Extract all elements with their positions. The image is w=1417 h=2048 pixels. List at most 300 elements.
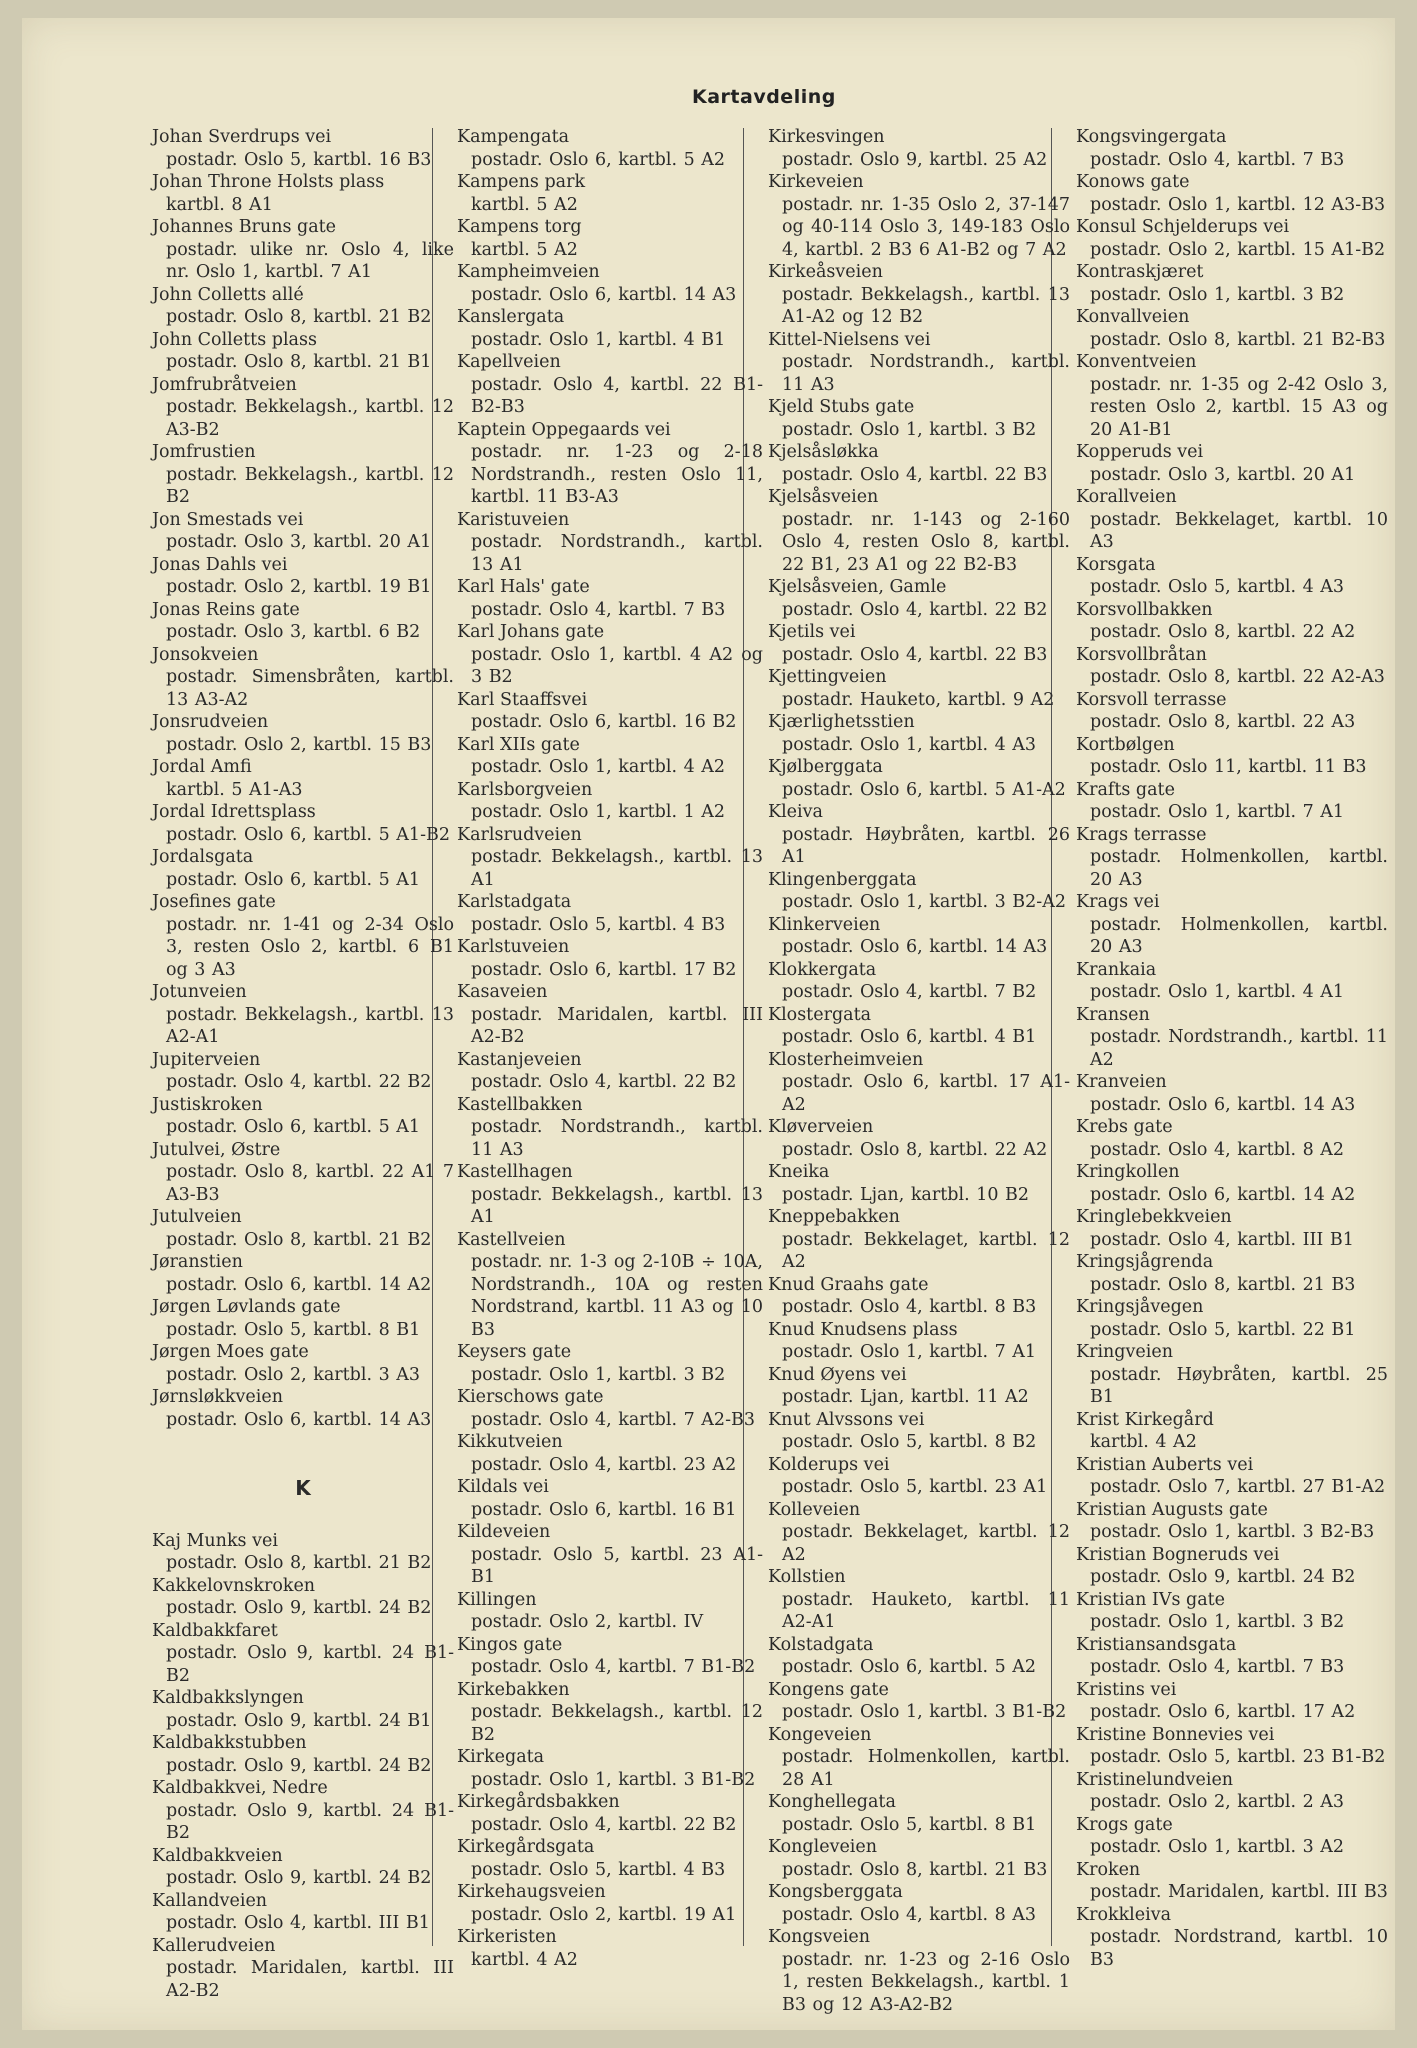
street-name: Kolleveien [768,1499,861,1520]
street-entry [457,1161,763,1229]
street-entry [1076,486,1388,554]
street-detail: postadr. Holmenkollen, kartbl. 20 A3 [1090,914,1388,957]
street-name: Kaldbakkfaret [152,1620,278,1641]
street-entry [457,1431,763,1476]
street-name: Kneppebakken [768,1207,900,1227]
street-name: Kirkeveien [768,172,864,192]
street-detail: postadr. Oslo 11, kartbl. 11 B3 [1090,757,1367,777]
street-name: Konventveien [1076,352,1197,372]
street-detail: postadr. Oslo 6, kartbl. 14 A2 [1090,1184,1356,1205]
street-detail: postadr. Oslo 8, kartbl. 22 A3 [1090,712,1356,732]
street-entry [152,756,454,801]
street-detail: postadr. Oslo 5, kartbl. 8 B1 [782,1814,1037,1835]
street-entry [457,824,763,892]
street-detail: postadr. Bekkelaget, kartbl. 12 A2 [782,1522,1070,1565]
street-detail: postadr. Oslo 4, kartbl. 7 B2 [782,982,1037,1002]
street-entry [457,1341,763,1386]
street-detail: postadr. Oslo 1, kartbl. 3 B2-B3 [1090,1522,1375,1542]
street-name: Jotunveien [152,982,247,1002]
street-detail: postadr. Oslo 4, kartbl. 7 B1-B2 [471,1657,756,1677]
street-entry [457,419,763,509]
street-name: Karlsborgveien [457,779,593,800]
street-name: Kristian Augusts gate [1076,1499,1268,1520]
street-entry [457,1836,763,1881]
street-detail: postadr. Oslo 1, kartbl. 4 A2 og 3 B2 [471,644,763,687]
street-detail: postadr. ulike nr. Oslo 4, like nr. Oslo 1, kartbl. 7 A1 [166,239,454,282]
street-name: Kingos gate [457,1634,563,1655]
street-detail: postadr. Oslo 6, kartbl. 17 A2 [1090,1702,1356,1722]
street-name: Krankaia [1076,959,1157,980]
street-name: Kaptein Oppegaards vei [457,419,671,440]
street-entry [1076,1296,1388,1341]
street-detail: postadr. Bekkelagsh., kartbl. 13 A2-A1 [166,1004,454,1047]
street-detail: postadr. Oslo 6, kartbl. 4 B1 [782,1027,1037,1047]
street-name: Jutulveien [152,1207,242,1227]
street-entry [1076,1004,1388,1072]
street-entry [152,329,454,374]
street-entry [152,1296,454,1341]
street-name: Jordalsgata [152,847,254,867]
street-name: Kasaveien [457,982,548,1002]
street-name: Krebs gate [1076,1117,1173,1137]
street-name: Kristian Bogneruds vei [1076,1544,1280,1565]
street-name: Kneika [768,1162,830,1182]
street-name: Jomfrustien [152,442,256,462]
street-entry [1076,1454,1388,1499]
street-name: Klingenberggata [768,869,917,890]
street-entry [1076,1409,1388,1454]
street-entry [152,1732,454,1777]
street-entry [768,756,1070,801]
street-entry [152,1575,454,1620]
street-entry [1076,1161,1388,1206]
street-detail: postadr. Oslo 6, kartbl. 17 B2 [471,959,737,980]
street-detail: postadr. Oslo 6, kartbl. 14 A3 [1090,1094,1356,1115]
street-detail: postadr. nr. 1-41 og 2-34 Oslo 3, resten Oslo 2, kartbl. 6 B1 og 3 A3 [166,914,454,980]
street-detail: postadr. Nordstrand, kartbl. 10 B3 [1090,1927,1388,1970]
street-name: Jutulvei, Østre [152,1139,281,1160]
street-detail: postadr. Bekkelagsh., kartbl. 13 A1 [471,847,763,890]
street-name: Kaldbakkvei, Nedre [152,1778,328,1798]
street-entry [457,891,763,936]
street-detail: postadr. Maridalen, kartbl. III B3 [1090,1882,1388,1902]
street-detail: postadr. Oslo 2, kartbl. 3 A3 [166,1364,421,1385]
street-detail: postadr. Oslo 1, kartbl. 7 A1 [782,1342,1037,1362]
street-name: Krokkleiva [1076,1904,1172,1925]
street-entry [457,1094,763,1162]
street-entry [768,1791,1070,1836]
street-name: Konows gate [1076,172,1190,192]
street-entry [152,1206,454,1251]
street-name: Kongsveien [768,1927,871,1947]
street-detail: postadr. Oslo 1, kartbl. 4 A2 [471,757,726,777]
street-entry [768,1634,1070,1679]
street-entry [152,891,454,981]
street-detail: postadr. Høybråten, kartbl. 26 A1 [782,824,1070,867]
street-detail: postadr. Bekkelagsh., kartbl. 13 A1 [471,1184,763,1227]
street-name: Kjelsåsløkka [768,442,879,462]
street-name: Kransen [1076,1004,1150,1025]
street-detail: postadr. nr. 1-143 og 2-160 Oslo 4, resten Oslo 8, kartbl. 22 B1, 23 A1 og 22 B2-B3 [782,509,1070,575]
street-detail: postadr. Nordstrandh., kartbl. 13 A1 [471,532,763,575]
street-entry [1076,1859,1388,1904]
street-detail: postadr. Oslo 8, kartbl. 21 B3 [1090,1274,1356,1295]
street-entry [768,711,1070,756]
street-name: Kirkesvingen [768,127,885,147]
street-name: Korsgata [1076,554,1156,575]
street-detail: postadr. Oslo 3, kartbl. 6 B2 [166,622,421,642]
street-detail: postadr. Holmenkollen, kartbl. 28 A1 [782,1747,1070,1790]
street-detail: postadr. Oslo 3, kartbl. 20 A1 [166,532,432,552]
column-1 [152,126,454,2002]
street-name: Klostergata [768,1004,872,1025]
street-detail: postadr. Bekkelagsh., kartbl. 13 A1-A2 og 12 B2 [782,284,1070,327]
street-detail: kartbl. 5 A2 [471,239,578,260]
street-detail: postadr. Oslo 8, kartbl. 21 B1 [166,352,432,372]
street-name: Kaj Munks vei [152,1530,278,1551]
street-name: Keysers gate [457,1342,572,1362]
street-name: Kongens gate [768,1679,889,1700]
street-detail: kartbl. 5 A2 [471,194,578,215]
street-name: Kristins vei [1076,1679,1177,1700]
street-entry [768,1049,1070,1117]
street-name: Kastellhagen [457,1162,573,1182]
street-entry [152,644,454,712]
street-name: Kristiansandsgata [1076,1634,1237,1655]
street-name: Kikkutveien [457,1432,563,1452]
street-entry [152,126,454,171]
street-name: Kakkelovnskroken [152,1575,316,1596]
street-name: Kittel-Nielsens vei [768,329,931,350]
street-name: Karlsrudveien [457,824,582,845]
street-entry [1076,171,1388,216]
street-name: Kolderups vei [768,1454,890,1475]
street-entry [152,1777,454,1845]
street-name: Jørnsløkkveien [152,1387,283,1407]
street-name: Kontraskjæret [1076,262,1204,282]
street-entry [457,1881,763,1926]
street-name: Kildals vei [457,1477,549,1497]
street-entry [768,621,1070,666]
street-entry [1076,554,1388,599]
street-entry [1076,1679,1388,1724]
street-entry [457,351,763,419]
street-entry [457,1926,763,1971]
street-detail: postadr. Oslo 9, kartbl. 24 B1-B2 [166,1800,454,1843]
street-entry [1076,306,1388,351]
street-entry [1076,1634,1388,1679]
street-detail: postadr. Oslo 1, kartbl. 3 B1-B2 [782,1702,1067,1722]
street-name: Kampens torg [457,217,582,237]
street-entry [152,1386,454,1431]
street-name: Karl XIIs gate [457,734,580,755]
street-detail: postadr. Oslo 2, kartbl. IV [471,1612,704,1632]
street-name: Kleiva [768,802,823,822]
street-detail: postadr. nr. 1-35 og 2-42 Oslo 3, resten Oslo 2, kartbl. 15 A3 og 20 A1-B1 [1090,374,1388,440]
street-name: Kristine Bonnevies vei [1076,1724,1275,1745]
street-name: Krafts gate [1076,779,1175,800]
column-2 [457,126,763,1971]
street-detail: postadr. Høybråten, kartbl. 25 B1 [1090,1364,1388,1407]
street-name: Kjeld Stubs gate [768,397,915,417]
street-name: Knud Knudsens plass [768,1319,958,1340]
street-entry [768,1274,1070,1319]
street-entry [768,576,1070,621]
street-name: Jonas Dahls vei [152,554,288,575]
street-name: Korsvoll terrasse [1076,689,1227,710]
street-detail: postadr. Oslo 8, kartbl. 21 B3 [782,1859,1048,1880]
street-detail: postadr. Nordstrandh., kartbl. 11 A3 [471,1117,763,1160]
street-name: Karl Hals' gate [457,577,590,597]
street-detail: postadr. nr. 1-3 og 2-10B ÷ 10A, Nordstrandh., 10A og resten Nordstrand, kartbl. 11 A3 og 10 B3 [471,1252,763,1340]
street-entry [457,689,763,734]
street-detail: postadr. Oslo 6, kartbl. 5 A1 [166,1117,421,1137]
street-entry [768,914,1070,959]
street-detail: kartbl. 5 A1-A3 [166,779,303,800]
street-detail: postadr. Nordstrandh., kartbl. 11 A3 [782,352,1070,395]
street-name: Karl Staaffsvei [457,689,588,710]
street-detail: postadr. Oslo 5, kartbl. 23 A1 [782,1477,1048,1497]
street-detail: postadr. Oslo 1, kartbl. 3 B2 [471,1364,726,1385]
street-entry [457,1679,763,1747]
street-entry [1076,1904,1388,1972]
street-name: Kranveien [1076,1072,1167,1092]
street-entry [768,261,1070,329]
street-entry [1076,216,1388,261]
street-entry [457,261,763,306]
street-detail: postadr. Oslo 9, kartbl. 24 B1-B2 [166,1643,454,1686]
street-name: Kampens park [457,172,586,192]
column-4 [1076,126,1388,1971]
street-name: Kjettingveien [768,667,887,687]
street-detail: postadr. Oslo 4, kartbl. 8 B3 [782,1297,1037,1317]
street-detail: postadr. Oslo 6, kartbl. 5 A1-A2 [782,779,1066,800]
street-entry [768,1926,1070,2016]
street-name: John Colletts allé [152,284,304,305]
street-name: Jon Smestads vei [152,509,304,530]
street-name: Kongleveien [768,1837,878,1857]
street-detail: postadr. Oslo 4, kartbl. 22 B3 [782,464,1048,485]
street-detail: postadr. Ljan, kartbl. 10 B2 [782,1184,1030,1205]
street-name: Konsul Schjelderups vei [1076,217,1290,237]
street-entry [152,171,454,216]
street-detail: postadr. Oslo 4, kartbl. 23 A2 [471,1454,737,1475]
street-detail: postadr. Bekkelagsh., kartbl. 12 A3-B2 [166,397,454,440]
street-name: Kallandveien [152,1890,268,1911]
street-entry [152,711,454,756]
street-name: Konghellegata [768,1792,896,1812]
street-entry [152,1139,454,1207]
street-detail: postadr. Hauketo, kartbl. 9 A2 [782,689,1055,710]
street-name: Kopperuds vei [1076,442,1204,462]
street-detail: postadr. Simensbråten, kartbl. 13 A3-A2 [166,667,454,710]
street-name: Kampengata [457,127,570,147]
street-entry [768,126,1070,171]
street-entry [457,1634,763,1679]
street-name: Knud Graahs gate [768,1274,929,1295]
street-entry [1076,779,1388,824]
street-detail: postadr. Oslo 8, kartbl. 21 B2 [166,307,432,327]
street-name: Karlstadgata [457,892,572,912]
street-name: Kampheimveien [457,262,600,282]
street-name: Kringveien [1076,1342,1173,1362]
street-detail: postadr. Oslo 5, kartbl. 22 B1 [1090,1319,1356,1340]
street-name: Kirkeåsveien [768,262,883,282]
street-entry [1076,1769,1388,1814]
street-name: Knud Øyens vei [768,1364,907,1385]
street-entry [152,284,454,329]
street-entry [152,1890,454,1935]
street-name: Kirkegata [457,1747,545,1767]
street-entry [768,1499,1070,1567]
street-entry [768,441,1070,486]
street-entry [768,1161,1070,1206]
street-detail: postadr. Oslo 1, kartbl. 3 A2 [1090,1837,1345,1857]
street-detail: postadr. Hauketo, kartbl. 11 A2-A1 [782,1589,1070,1632]
street-detail: postadr. Oslo 1, kartbl. 1 A2 [471,802,726,822]
street-entry [768,171,1070,261]
street-name: Jøranstien [152,1252,243,1272]
street-name: Jomfrubråtveien [152,374,297,395]
street-detail: postadr. Oslo 4, kartbl. 22 B2 [471,1072,737,1092]
street-name: Jordal Amfi [152,757,252,777]
street-name: Kierschows gate [457,1387,604,1407]
street-entry [457,936,763,981]
street-entry [152,554,454,599]
street-detail: postadr. Oslo 5, kartbl. 8 B2 [782,1432,1037,1452]
street-detail: postadr. Oslo 4, kartbl. 22 B2 [471,1814,737,1835]
street-name: Kjelsåsveien [768,487,879,507]
street-detail: postadr. Oslo 6, kartbl. 14 A2 [166,1274,432,1295]
street-detail: postadr. Oslo 4, kartbl. III B1 [166,1913,430,1933]
street-name: Klokkergata [768,959,877,980]
street-name: Karlstuveien [457,937,570,957]
street-detail: postadr. Oslo 4, kartbl. 7 B3 [1090,1657,1345,1677]
street-entry [152,216,454,284]
directory-page [22,18,1395,2030]
street-detail: postadr. Oslo 4, kartbl. 8 A3 [782,1904,1037,1925]
street-entry [457,1521,763,1589]
street-entry [768,1566,1070,1634]
street-entry [1076,1814,1388,1859]
street-entry [152,1620,454,1688]
street-detail: postadr. Nordstrandh., kartbl. 11 A2 [1090,1027,1388,1070]
street-detail: postadr. Oslo 5, kartbl. 23 B1-B2 [1090,1747,1386,1767]
street-entry [457,1229,763,1342]
street-detail: postadr. Oslo 6, kartbl. 17 A1-A2 [782,1072,1070,1115]
street-entry [1076,959,1388,1004]
street-detail: postadr. Oslo 1, kartbl. 3 B2 [782,419,1037,440]
street-name: Kroken [1076,1859,1141,1880]
street-detail: postadr. Oslo 4, kartbl. III B1 [1090,1229,1354,1250]
street-detail: postadr. Oslo 1, kartbl. 3 B2 [1090,1612,1345,1632]
street-entry [768,1409,1070,1454]
street-detail: postadr. Ljan, kartbl. 11 A2 [782,1387,1029,1407]
street-detail: postadr. Oslo 9, kartbl. 24 B2 [166,1868,432,1888]
street-entry [768,1116,1070,1161]
street-detail: postadr. Oslo 8, kartbl. 22 A2 [782,1139,1048,1160]
street-detail: postadr. nr. 1-23 og 2-18 Nordstrandh., resten Oslo 11, kartbl. 11 B3-A3 [471,442,763,507]
street-entry [152,599,454,644]
street-detail: postadr. Oslo 1, kartbl. 3 B2 [1090,284,1345,305]
street-detail: postadr. Oslo 5, kartbl. 23 A1-B1 [471,1544,763,1587]
street-entry [457,981,763,1049]
street-name: Josefines gate [152,892,276,912]
street-detail: postadr. Oslo 5, kartbl. 4 B3 [471,914,726,935]
street-detail: postadr. Maridalen, kartbl. III A2-B2 [166,1958,454,2001]
street-detail: postadr. Oslo 9, kartbl. 25 A2 [782,149,1048,170]
street-name: Kringlebekkveien [1076,1207,1232,1227]
street-name: Korallveien [1076,487,1177,507]
street-entry [1076,441,1388,486]
street-entry [1076,1589,1388,1634]
street-detail: postadr. Oslo 6, kartbl. 5 A1 [166,869,421,890]
street-entry [1076,824,1388,892]
street-entry [1076,689,1388,734]
street-detail: postadr. Oslo 8, kartbl. 21 B2 [166,1553,432,1573]
street-entry [1076,1341,1388,1409]
street-name: Kjærlighetsstien [768,712,915,732]
street-entry [152,846,454,891]
street-entry [457,306,763,351]
street-detail: postadr. Oslo 2, kartbl. 19 B1 [166,577,432,597]
street-detail: postadr. Oslo 4, kartbl. 7 A2-B3 [471,1409,755,1430]
street-entry [1076,261,1388,306]
street-entry [768,869,1070,914]
street-detail: postadr. Oslo 1, kartbl. 3 B1-B2 [471,1769,756,1790]
street-entry [152,509,454,554]
street-name: Kirkebakken [457,1679,570,1700]
street-name: Klinkerveien [768,914,881,935]
street-entry [457,1476,763,1521]
street-name: Krags vei [1076,892,1160,912]
street-entry [768,329,1070,397]
street-entry [1076,734,1388,779]
street-name: Knut Alvssons vei [768,1409,925,1430]
street-detail: postadr. Oslo 9, kartbl. 24 B1 [166,1710,432,1731]
street-detail: postadr. Oslo 2, kartbl. 15 A1-B2 [1090,239,1386,260]
street-name: Klosterheimveien [768,1049,924,1070]
street-detail: postadr. Oslo 4, kartbl. 22 B2 [166,1072,432,1092]
street-name: Karl Johans gate [457,622,605,642]
street-name: Kristian Auberts vei [1076,1454,1254,1475]
street-detail: postadr. Oslo 1, kartbl. 4 A1 [1090,982,1345,1002]
street-detail: postadr. Oslo 9, kartbl. 24 B2 [166,1755,432,1776]
street-name: Jonsrudveien [152,712,269,732]
street-name: Kristinelundveien [1076,1769,1234,1790]
street-name: Johan Throne Holsts plass [152,172,385,192]
street-entry [768,1836,1070,1881]
street-detail: postadr. Oslo 8, kartbl. 22 A2 [1090,622,1356,642]
street-detail: kartbl. 8 A1 [166,194,273,215]
street-detail: postadr. Oslo 9, kartbl. 24 B2 [1090,1567,1356,1587]
street-entry [152,1094,454,1139]
street-entry [457,126,763,171]
street-detail: postadr. Oslo 1, kartbl. 4 A3 [782,734,1037,755]
street-name: Kongsberggata [768,1882,903,1902]
street-entry [457,1386,763,1431]
street-entry [768,1364,1070,1409]
street-name: Kringsjågrenda [1076,1252,1214,1272]
street-name: Kjetils vei [768,622,856,642]
street-entry [152,1845,454,1890]
street-entry [1076,1251,1388,1296]
street-entry [768,1319,1070,1364]
street-name: Kringsjåvegen [1076,1297,1204,1317]
street-detail: postadr. Oslo 3, kartbl. 20 A1 [1090,464,1356,485]
street-entry [457,216,763,261]
street-detail: postadr. Oslo 8, kartbl. 21 B2 [166,1229,432,1250]
